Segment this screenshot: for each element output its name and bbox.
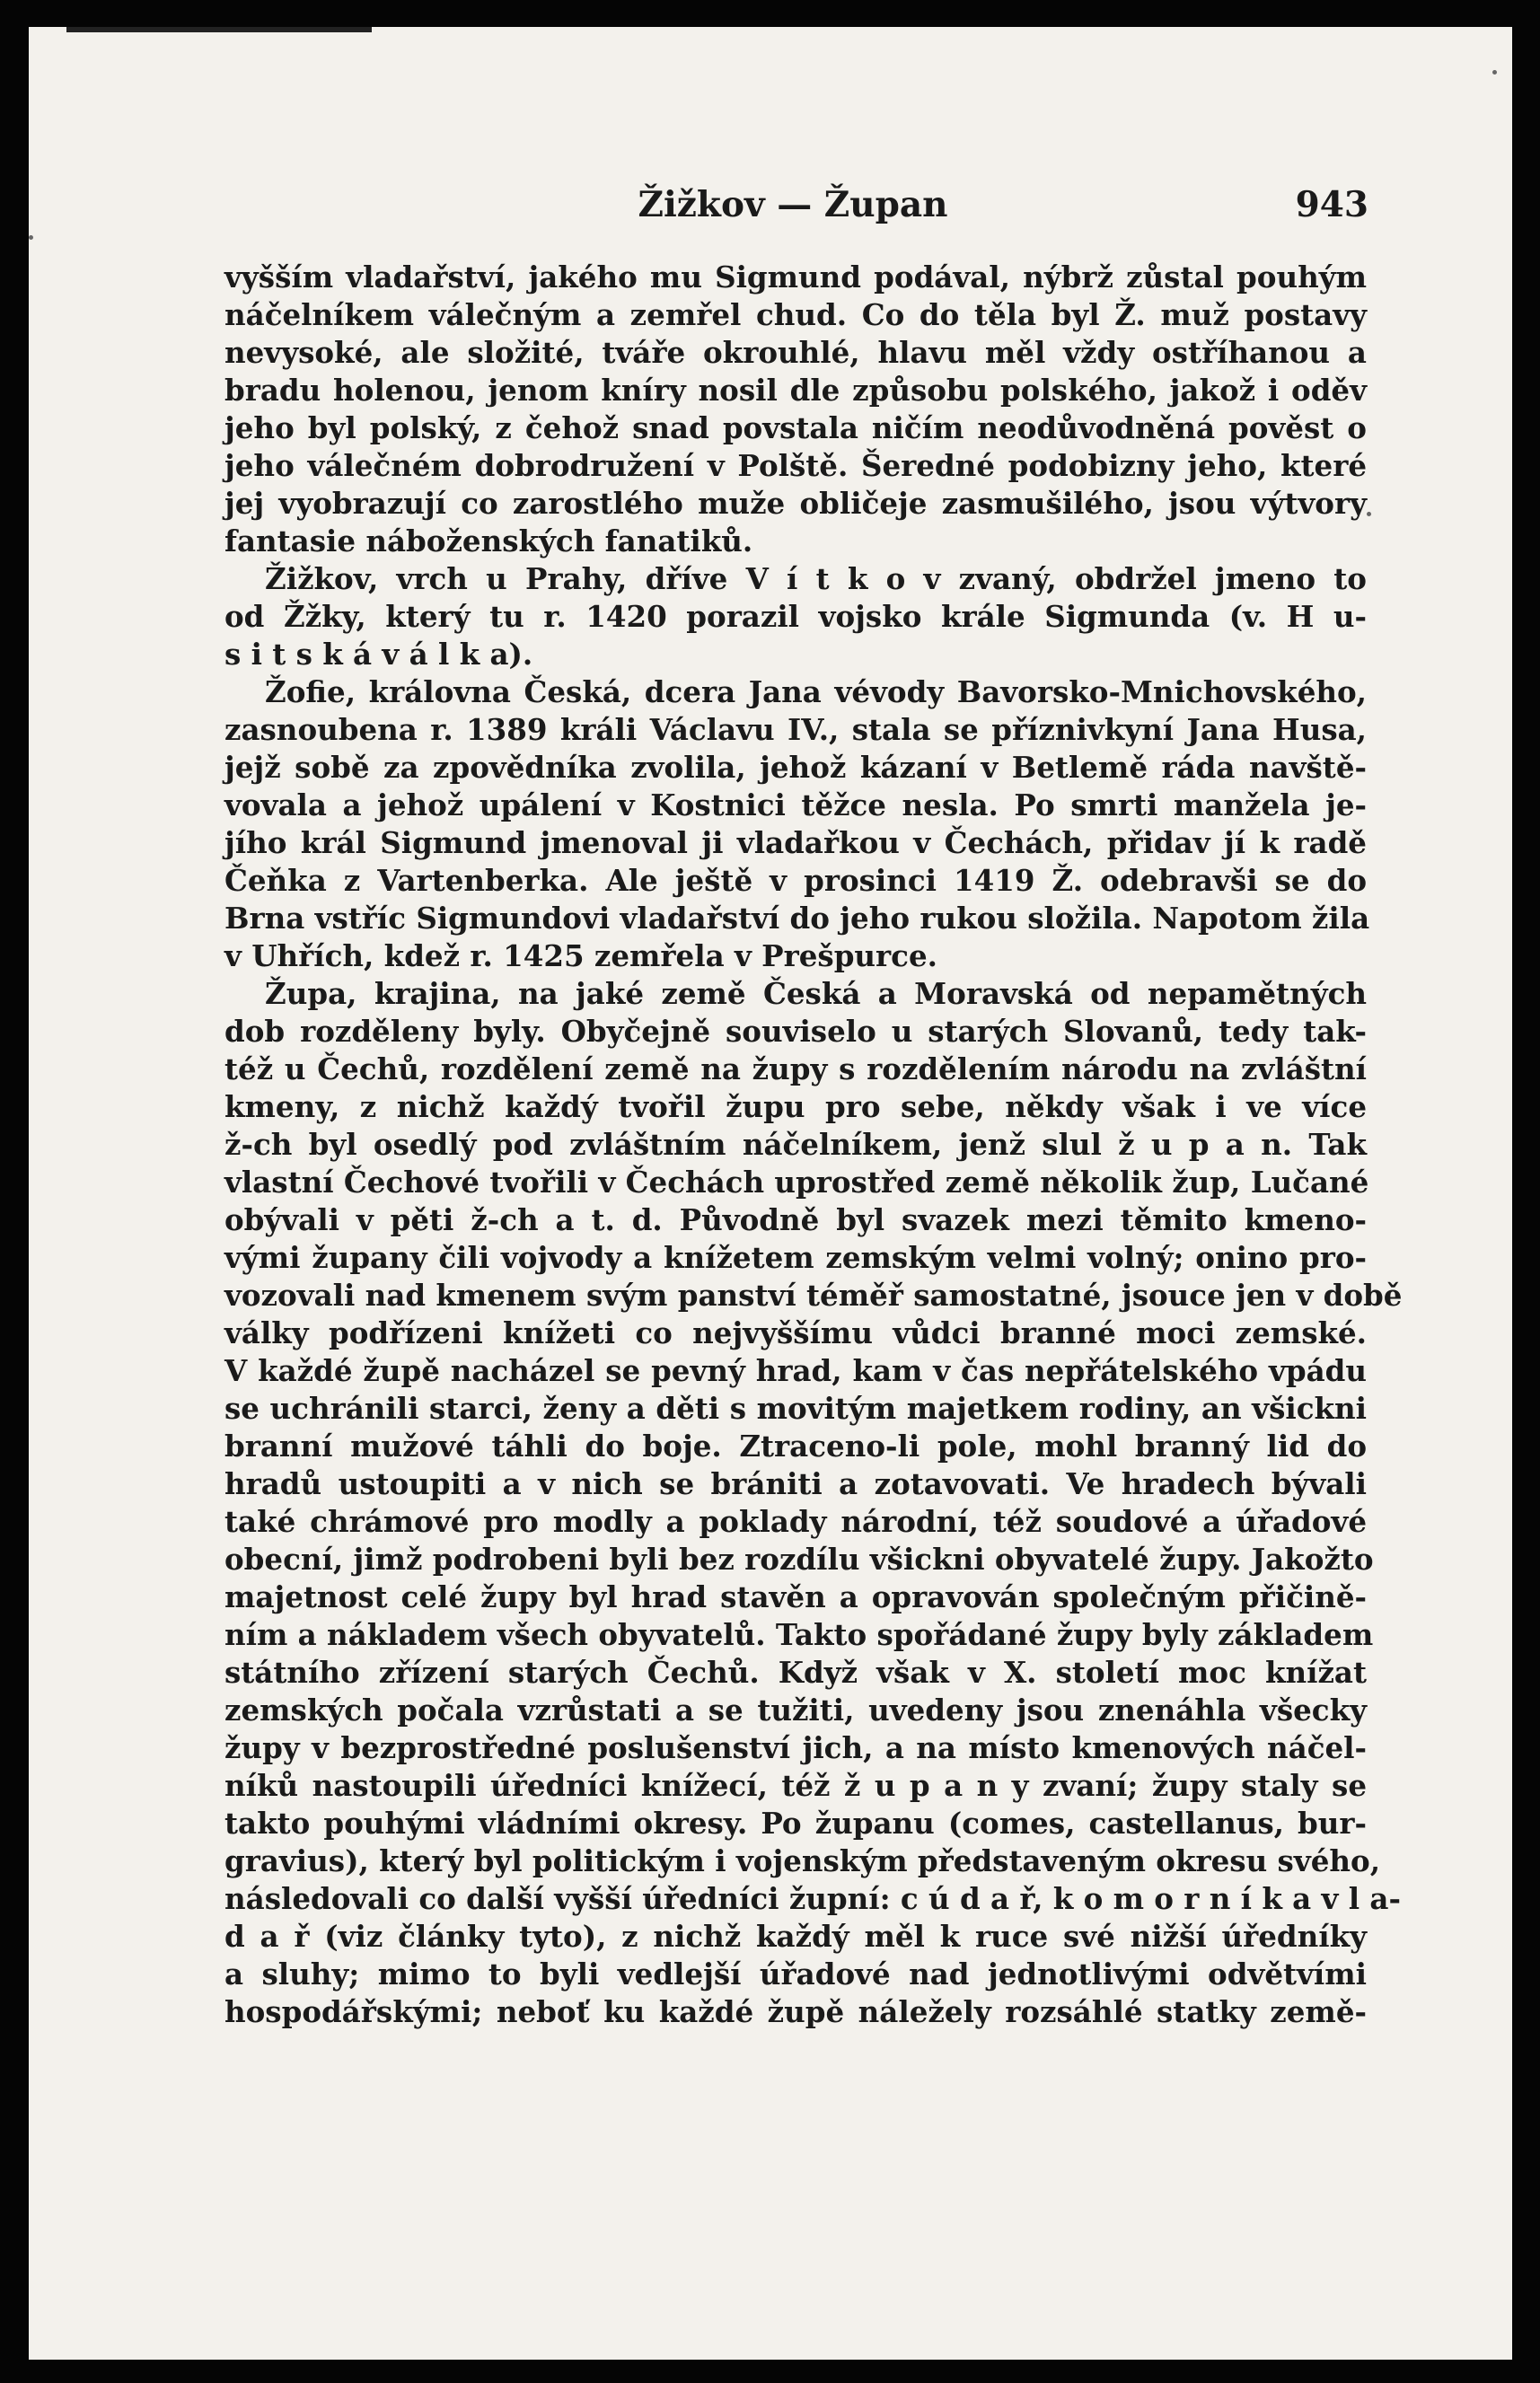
text-line: jího král Sigmund jmenoval ji vladařkou v Čechách, přidav jí k radě (224, 825, 1367, 860)
entry-zofie: Žofie, královna Česká, dcera Jana vévody Bavorsko-Mnichovského, (265, 674, 1367, 709)
text-line: jeho byl polský, z čehož snad povstala ničím neodůvodněná pověst o (224, 410, 1367, 445)
text-line: V každé župě nacházel se pevný hrad, kam v čas nepřátelského vpádu (224, 1353, 1367, 1388)
text-line: také chrámové pro modly a poklady národní, též soudové a úřadové (224, 1504, 1367, 1539)
top-edge-rule (66, 27, 372, 32)
text-line: Brna vstříc Sigmundovi vladařství do jeho rukou složila. Napotom žila (224, 901, 1370, 936)
text-line: takto pouhými vládními okresy. Po županu (comes, castellanus, bur- (224, 1806, 1367, 1841)
text-line: ž-ch byl osedlý pod zvláštním náčelníkem, jenž slul ž u p a n. Tak (224, 1127, 1367, 1162)
text-line: hradů ustoupiti a v nich se brániti a zotavovati. Ve hradech bývali (224, 1466, 1367, 1501)
text-line: kmeny, z nichž každý tvořil župu pro sebe, někdy však i ve více (224, 1089, 1367, 1124)
text-line: vyšším vladařství, jakého mu Sigmund podával, nýbrž zůstal pouhým (224, 259, 1367, 295)
text-line: se uchránili starci, ženy a děti s movitým majetkem rodiny, an všickni (224, 1391, 1367, 1426)
text-line: d a ř (viz články tyto), z nichž každý měl k ruce své nižší úředníky (224, 1919, 1367, 1954)
text-line: gravius), který byl politickým i vojenským představeným okresu svého, (224, 1843, 1381, 1878)
text-line: státního zřízení starých Čechů. Když však v X. století moc knížat (224, 1655, 1367, 1690)
text-line: zasnoubena r. 1389 králi Václavu IV., stala se příznivkyní Jana Husa, (224, 712, 1367, 747)
text-line: jej vyobrazují co zarostlého muže obličeje zasmušilého, jsou výtvory (224, 486, 1367, 521)
text-line: branní mužové táhli do boje. Ztraceno-li pole, mohl branný lid do (224, 1429, 1367, 1464)
text-line: vými župany čili vojvody a knížetem zemským velmi volný; onino pro- (224, 1240, 1367, 1275)
text-line: zemských počala vzrůstati a se tužiti, uvedeny jsou znenáhla všecky (224, 1693, 1367, 1728)
text-line: fantasie náboženských fanatiků. (224, 523, 753, 558)
text-line: hospodářskými; neboť ku každé župě náležely rozsáhlé statky země- (224, 1994, 1367, 2029)
text-line: obecní, jimž podrobeni byli bez rozdílu všickni obyvatelé župy. Jakožto (224, 1542, 1374, 1577)
text-line: ním a nákladem všech obyvatelů. Takto spořádané župy byly základem (224, 1617, 1374, 1652)
text-line: Čeňka z Vartenberka. Ale ještě v prosinci 1419 Ž. odebravši se do (224, 863, 1367, 898)
text-line: níků nastoupili úředníci knížecí, též ž u p a n y zvaní; župy staly se (224, 1768, 1367, 1803)
text-line: následovali co další vyšší úředníci župní: c ú d a ř, k o m o r n í k a v l a- (224, 1881, 1401, 1916)
speck-mark (29, 235, 33, 240)
text-line: a sluhy; mimo to byli vedlejší úřadové nad jednotlivými odvětvími (224, 1957, 1367, 1992)
running-title: Žižkov — Župan (638, 184, 948, 225)
text-line: župy v bezprostředné poslušenství jich, a na místo kmenových náčel- (224, 1730, 1367, 1765)
body-text (224, 259, 1403, 2031)
book-page (29, 27, 1512, 2360)
page-header (217, 184, 1368, 238)
text-line: vlastní Čechové tvořili v Čechách uprostřed země několik žup, Lučané (224, 1165, 1369, 1200)
text-line: s i t s k á v á l k a). (224, 637, 533, 672)
text-line: nevysoké, ale složité, tváře okrouhlé, hlavu měl vždy ostříhanou a (224, 335, 1367, 370)
text-line: v Uhřích, kdež r. 1425 zemřela v Prešpurce. (224, 938, 937, 973)
entry-zupa: Župa, krajina, na jaké země Česká a Moravská od nepamětných (265, 976, 1367, 1011)
speck-mark (1492, 70, 1497, 75)
text-line: dob rozděleny byly. Obyčejně souviselo u starých Slovanů, tedy tak- (224, 1014, 1367, 1049)
text-line: náčelníkem válečným a zemřel chud. Co do těla byl Ž. muž postavy (224, 297, 1367, 332)
text-line: bradu holenou, jenom kníry nosil dle způsobu polského, jakož i oděv (224, 373, 1367, 408)
text-line: války podřízeni knížeti co nejvyššímu vůdci branné moci zemské. (224, 1315, 1367, 1350)
text-line: jejž sobě za zpovědníka zvolila, jehož kázaní v Betlemě ráda navště- (224, 750, 1367, 785)
text-line: jeho válečném dobrodružení v Polště. Šeredné podobizny jeho, které (224, 448, 1367, 483)
entry-zizkov: Žižkov, vrch u Prahy, dříve V í t k o v zvaný, obdržel jmeno to (265, 561, 1367, 596)
text-line: majetnost celé župy byl hrad stavěn a opravován společným přičině- (224, 1579, 1367, 1614)
text-line: obývali v pěti ž-ch a t. d. Původně byl svazek mezi těmito kmeno- (224, 1202, 1367, 1237)
text-line: vozovali nad kmenem svým panství téměř samostatné, jsouce jen v době (224, 1278, 1403, 1313)
text-line: též u Čechů, rozdělení země na župy s rozdělením národu na zvláštní (224, 1051, 1367, 1086)
text-line: vovala a jehož upálení v Kostnici těžce nesla. Po smrti manžela je- (224, 787, 1367, 822)
page-number: 943 (1295, 184, 1368, 225)
speck-mark (1367, 512, 1371, 516)
text-line: od Žžky, který tu r. 1420 porazil vojsko krále Sigmunda (v. H u- (224, 599, 1367, 634)
